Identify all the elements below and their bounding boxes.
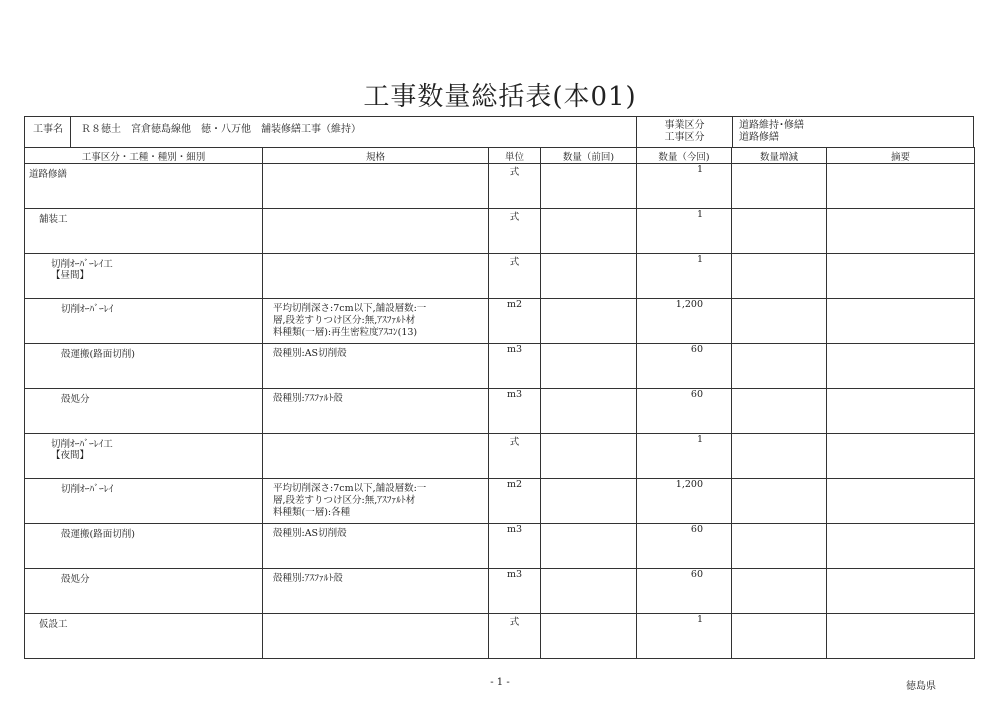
unit-value: m3	[506, 344, 523, 355]
table-row	[25, 299, 975, 344]
spec-text: 殻種別:ｱｽﾌｧﾙﾄ殻	[273, 573, 343, 584]
spec-text	[263, 209, 488, 213]
col-header-unit: 単位	[489, 148, 541, 164]
remarks	[827, 299, 974, 303]
curr-quantity: 1	[696, 614, 703, 625]
remarks	[827, 209, 974, 213]
quantity-diff	[732, 254, 826, 259]
remarks	[827, 569, 974, 573]
remarks	[827, 524, 974, 528]
prev-quantity	[541, 479, 636, 484]
unit-value: m2	[506, 479, 523, 490]
table-row	[25, 479, 975, 524]
spec-text	[263, 434, 488, 438]
table-row	[25, 524, 975, 569]
work-item: 殻運搬(路面切削)	[61, 529, 135, 540]
table-row	[25, 254, 975, 299]
work-item: 仮設工	[39, 619, 68, 630]
col-header-curr-qty: 数量（今回)	[637, 148, 732, 164]
remarks	[827, 434, 974, 438]
work-item: 切削ｵｰﾊﾞｰﾚｲ工 【昼間】	[51, 259, 113, 281]
table-row	[25, 614, 975, 659]
remarks	[827, 254, 974, 258]
work-item: 殻運搬(路面切削)	[61, 349, 135, 360]
work-item: 殻処分	[61, 574, 90, 585]
quantity-diff	[732, 164, 826, 169]
curr-quantity: 60	[690, 569, 703, 580]
remarks	[827, 614, 974, 618]
quantity-diff	[732, 614, 826, 619]
curr-quantity: 1	[696, 209, 703, 220]
quantity-diff	[732, 434, 826, 439]
col-header-note: 摘要	[827, 148, 975, 164]
curr-quantity: 60	[690, 344, 703, 355]
unit-value: 式	[509, 617, 520, 628]
unit-value: m3	[506, 569, 523, 580]
prev-quantity	[541, 209, 636, 214]
col-header-diff: 数量増減	[732, 148, 827, 164]
unit-value: m2	[506, 299, 523, 310]
remarks	[827, 389, 974, 393]
prev-quantity	[541, 524, 636, 529]
quantity-diff	[732, 344, 826, 349]
project-name-label: 工事名	[25, 117, 71, 148]
quantity-diff	[732, 479, 826, 484]
unit-value: 式	[509, 257, 520, 268]
quantity-diff	[732, 299, 826, 304]
table-header-row	[25, 148, 975, 164]
prev-quantity	[541, 569, 636, 574]
unit-value: 式	[509, 212, 520, 223]
spec-text: 殻種別:ｱｽﾌｧﾙﾄ殻	[273, 393, 343, 404]
prev-quantity	[541, 389, 636, 394]
prev-quantity	[541, 434, 636, 439]
page-number: - 1 -	[490, 677, 510, 688]
unit-value: 式	[509, 167, 520, 178]
remarks	[827, 164, 974, 168]
curr-quantity: 60	[690, 389, 703, 400]
prev-quantity	[541, 164, 636, 169]
page-title: 工事数量総括表(本01)	[363, 82, 637, 112]
unit-value: m3	[506, 524, 523, 535]
quantity-diff	[732, 569, 826, 574]
work-item: 殻処分	[61, 394, 90, 405]
curr-quantity: 1,200	[675, 479, 703, 490]
table-row	[25, 569, 975, 614]
spec-text: 殻種別:AS切削殻	[273, 348, 347, 359]
unit-value: 式	[509, 437, 520, 448]
table-row	[25, 164, 975, 209]
remarks	[827, 344, 974, 348]
category-labels: 事業区分 工事区分	[637, 117, 733, 148]
quantity-diff	[732, 389, 826, 394]
spec-text	[263, 254, 488, 258]
col-header-item: 工事区分・工種・種別・細別	[25, 148, 263, 164]
col-header-spec: 規格	[263, 148, 489, 164]
spec-text: 平均切削深さ:7cm以下,舗設層数:一 層,段差すりつけ区分:無,ｱｽﾌｧﾙﾄ材 料種類(一層):再生密粒度ｱｽｺﾝ(13)	[273, 303, 427, 338]
work-item: 切削ｵｰﾊﾞｰﾚｲ	[61, 304, 114, 315]
spec-text	[263, 614, 488, 618]
work-item: 切削ｵｰﾊﾞｰﾚｲ工 【夜間】	[51, 439, 113, 461]
spec-text: 平均切削深さ:7cm以下,舗設層数:一 層,段差すりつけ区分:無,ｱｽﾌｧﾙﾄ材 料種類(一層):各種	[273, 483, 427, 518]
curr-quantity: 1,200	[675, 299, 703, 310]
prev-quantity	[541, 614, 636, 619]
category-values: 道路維持･修繕 道路修繕	[739, 120, 804, 143]
work-item: 道路修繕	[29, 169, 68, 180]
prev-quantity	[541, 344, 636, 349]
unit-value: m3	[506, 389, 523, 400]
remarks	[827, 479, 974, 483]
table-row	[25, 344, 975, 389]
col-header-prev-qty: 数量（前回)	[541, 148, 637, 164]
spec-text	[263, 164, 488, 168]
spec-text: 殻種別:AS切削殻	[273, 528, 347, 539]
quantity-diff	[732, 209, 826, 214]
quantity-summary-table	[24, 147, 975, 659]
table-row	[25, 389, 975, 434]
curr-quantity: 1	[696, 164, 703, 175]
issuing-organization: 徳島県	[906, 681, 936, 692]
work-item: 切削ｵｰﾊﾞｰﾚｲ	[61, 484, 114, 495]
prev-quantity	[541, 254, 636, 259]
table-row	[25, 209, 975, 254]
project-header	[24, 116, 974, 148]
project-name: Ｒ８徳土 宮倉徳島線他 徳・八万他 舗装修繕工事（維持）	[71, 117, 637, 148]
work-item: 舗装工	[39, 214, 68, 225]
curr-quantity: 60	[690, 524, 703, 535]
quantity-diff	[732, 524, 826, 529]
curr-quantity: 1	[696, 254, 703, 265]
table-row	[25, 434, 975, 479]
curr-quantity: 1	[696, 434, 703, 445]
prev-quantity	[541, 299, 636, 304]
